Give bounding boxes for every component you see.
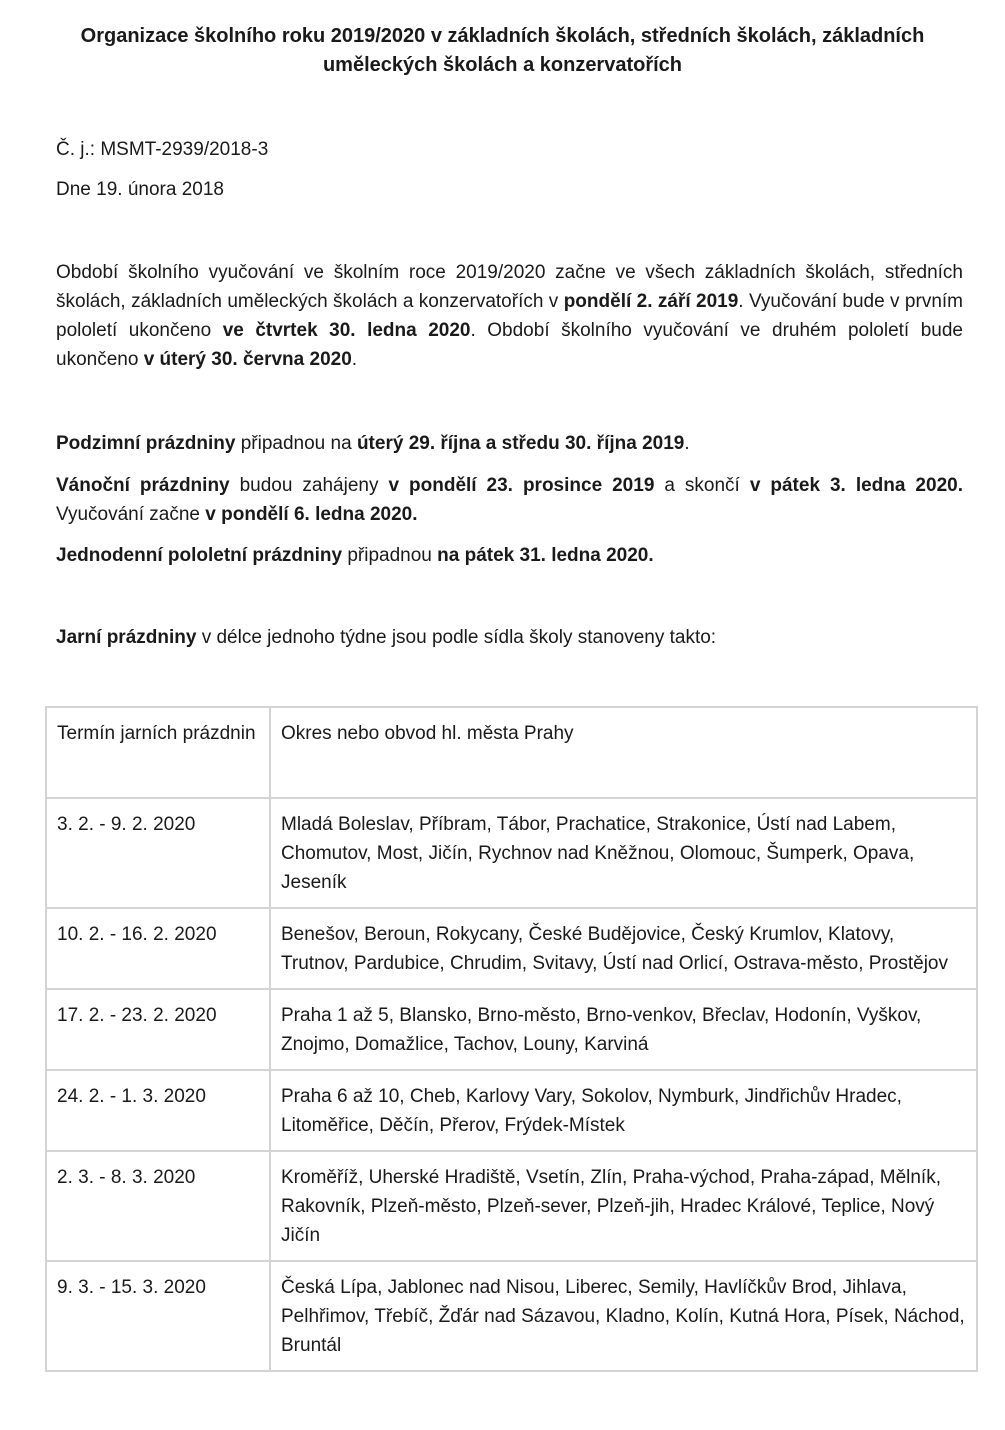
- table-row: [46, 1151, 977, 1261]
- midterm-holiday-paragraph: [56, 541, 963, 570]
- document-title: [40, 22, 965, 80]
- header-districts: Okres nebo obvod hl. města Prahy: [270, 707, 977, 798]
- classes-resume: v pondělí 6. ledna 2020.: [205, 504, 418, 525]
- intro-text-1: Období školního vyučování ve školním roce 2019/2020 začne ve všech základních školách, středních školách, základních uměleckých školách a konzervatořích v: [56, 262, 963, 312]
- table-row: [46, 1261, 977, 1371]
- midterm-holiday-date: na pátek 31. ledna 2020.: [437, 545, 654, 566]
- intro-text-4: .: [351, 349, 358, 370]
- header-period: Termín jarních prázdnin: [46, 707, 270, 798]
- table-row: [46, 798, 977, 908]
- districts-cell: Benešov, Beroun, Rokycany, České Budějovice, Český Krumlov, Klatovy, Trutnov, Pardubice, Chrudim, Svitavy, Ústí nad Orlicí, Ostrava-město, Prostějov: [270, 908, 977, 989]
- spring-text-1: v délce jednoho týdne jsou podle sídla školy stanoveny takto:: [196, 627, 717, 648]
- autumn-holidays-label: Podzimní prázdniny: [56, 433, 236, 454]
- autumn-holidays-paragraph: [56, 429, 963, 458]
- period-cell: 17. 2. - 23. 2. 2020: [46, 989, 270, 1070]
- christmas-text-1: budou zahájeny: [229, 475, 389, 496]
- period-cell: 3. 2. - 9. 2. 2020: [46, 798, 270, 908]
- christmas-end: v pátek 3. ledna 2020.: [749, 475, 963, 496]
- districts-cell: Praha 6 až 10, Cheb, Karlovy Vary, Sokolov, Nymburk, Jindřichův Hradec, Litoměřice, Děčín, Přerov, Frýdek-Místek: [270, 1070, 977, 1151]
- autumn-text-1: připadnou na: [235, 433, 357, 454]
- christmas-holidays-paragraph: [56, 471, 963, 529]
- districts-cell: Kroměříž, Uherské Hradiště, Vsetín, Zlín, Praha-východ, Praha-západ, Mělník, Rakovník, Plzeň-město, Plzeň-sever, Plzeň-jih, Hradec Králové, Teplice, Nový Jičín: [270, 1151, 977, 1261]
- districts-cell: Praha 1 až 5, Blansko, Brno-město, Brno-venkov, Břeclav, Hodonín, Vyškov, Znojmo, Domažlice, Tachov, Louny, Karviná: [270, 989, 977, 1070]
- table-row: [46, 989, 977, 1070]
- table-header-row: [46, 707, 977, 798]
- period-cell: 2. 3. - 8. 3. 2020: [46, 1151, 270, 1261]
- spring-holidays-table: [45, 706, 978, 1372]
- table-row: [46, 908, 977, 989]
- period-cell: 10. 2. - 16. 2. 2020: [46, 908, 270, 989]
- second-term-end: v úterý 30. června 2020: [143, 349, 352, 370]
- spring-holidays-paragraph: [56, 623, 963, 652]
- period-cell: 24. 2. - 1. 3. 2020: [46, 1070, 270, 1151]
- document-date: Dne 19. února 2018: [56, 179, 224, 200]
- school-year-start: pondělí 2. září 2019: [563, 291, 739, 312]
- reference-number: Č. j.: MSMT-2939/2018-3: [56, 139, 269, 160]
- intro-text-2: . Vyučování bude v prvním pololetí ukončeno: [56, 291, 963, 341]
- intro-paragraph: [56, 258, 963, 374]
- christmas-start: v pondělí 23. prosince 2019: [388, 475, 655, 496]
- intro-text-3: . Období školního vyučování ve druhém pololetí bude ukončeno: [56, 320, 963, 370]
- christmas-holidays-label: Vánoční prázdniny: [56, 475, 230, 496]
- period-cell: 9. 3. - 15. 3. 2020: [46, 1261, 270, 1371]
- christmas-text-3: Vyučování začne: [56, 504, 206, 525]
- first-term-end: ve čtvrtek 30. ledna 2020: [222, 320, 471, 341]
- title-line-2: uměleckých školách a konzervatořích: [322, 54, 683, 76]
- autumn-text-2: .: [684, 433, 690, 454]
- christmas-text-2: a skončí: [654, 475, 750, 496]
- title-line-1: Organizace školního roku 2019/2020 v základních školách, středních školách, základních: [80, 25, 925, 47]
- spring-holidays-label: Jarní prázdniny: [56, 627, 197, 648]
- districts-cell: Česká Lípa, Jablonec nad Nisou, Liberec, Semily, Havlíčkův Brod, Jihlava, Pelhřimov, Třebíč, Žďár nad Sázavou, Kladno, Kolín, Kutná Hora, Písek, Náchod, Bruntál: [270, 1261, 977, 1371]
- table-row: [46, 1070, 977, 1151]
- midterm-holiday-label: Jednodenní pololetní prázdniny: [56, 545, 343, 566]
- midterm-text-1: připadnou: [342, 545, 438, 566]
- autumn-holidays-dates: úterý 29. října a středu 30. října 2019: [356, 433, 685, 454]
- districts-cell: Mladá Boleslav, Příbram, Tábor, Prachatice, Strakonice, Ústí nad Labem, Chomutov, Most, Jičín, Rychnov nad Kněžnou, Olomouc, Šumperk, Opava, Jeseník: [270, 798, 977, 908]
